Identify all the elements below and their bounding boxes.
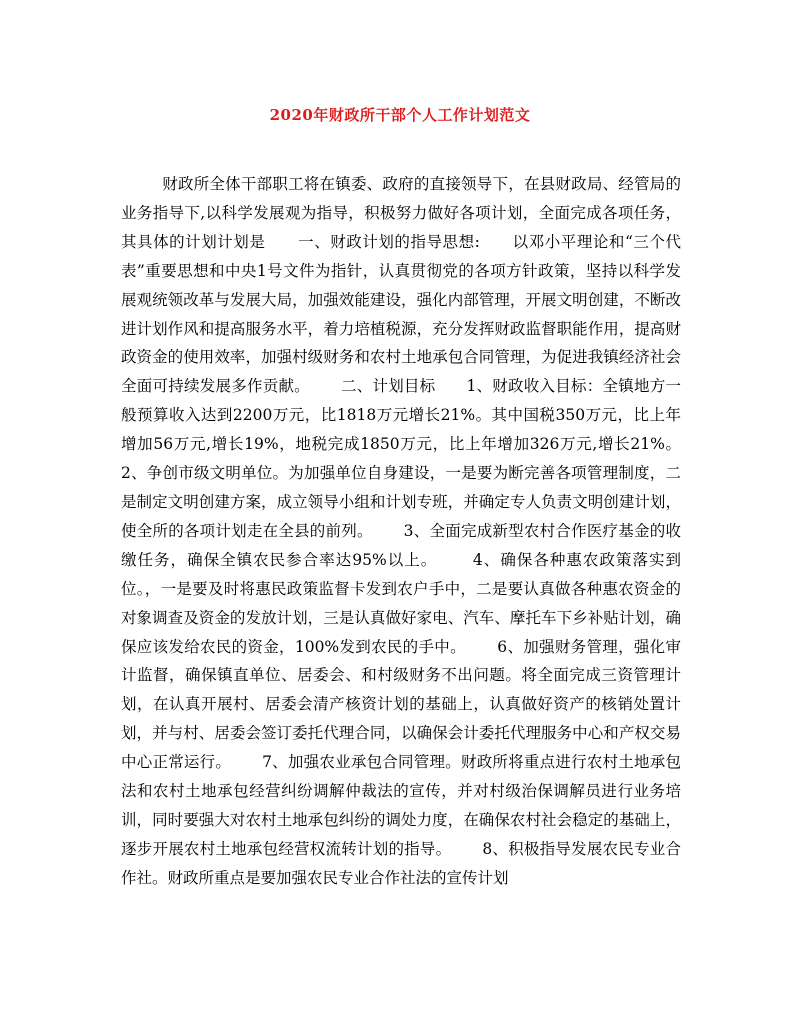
document-title: 2020年财政所干部个人工作计划范文: [269, 106, 531, 124]
document-body: 财政所全体干部职工将在镇委、政府的直接领导下，在县财政局、经管局的业务指导下,以科学发展观为指导，积极努力做好各项计划，全面完成各项任务，其具体的计划计划是 一、财政计划的指导思想: 以邓小平理论和“三个代表”重要思想和中央1号文件为指针，认真贯彻党的各项方针政策，坚持以科学发展观统领改革与发展大局，加强效能建设，强化内部管理，开展文明创建，不断改进计划作风和提高服务水平，着力培植税源，充分发挥财政监督职能作用，提高财政资金的使用效率，加强村级财务和农村土地承包合同管理，为促进我镇经济社会全面可持续发展多作贡献。 二、计划目标 1、财政收入目标：全镇地方一般预算收入达到2200万元，比1818万元增长21%。其中国税350万元，比上年增加56万元,增长19%，地税完成1850万元，比上年增加326万元,增长21%。 2、争创市级文明单位。为加强单位自身建设，一是要为断完善各项管理制度，二是制定文明创建方案，成立领导小组和计划专班，并确定专人负责文明创建计划，使全所的各项计划走在全县的前列。 3、全面完成新型农村合作医疗基金的收缴任务，确保全镇农民参合率达95%以上。 4、确保各种惠农政策落实到位。，一是要及时将惠民政策监督卡发到农户手中，二是要认真做各种惠农资金的对象调查及资金的发放计划，三是认真做好家电、汽车、摩托车下乡补贴计划，确保应该发给农民的资金，100%发到农民的手中。 6、加强财务管理，强化审计监督，确保镇直单位、居委会、和村级财务不出问题。将全面完成三资管理计划，在认真开展村、居委会清产核资计划的基础上，认真做好资产的核销处置计划，并与村、居委会签订委托代理合同，以确保会计委托代理服务中心和产权交易中心正常运行。 7、加强农业承包合同管理。财政所将重点进行农村土地承包法和农村土地承包经营纠纷调解仲裁法的宣传，并对村级治保调解员进行业务培训，同时要强大对农村土地承包纠纷的调处力度，在确保农村社会稳定的基础上，逐步开展农村土地承包经营权流转计划的指导。 8、积极指导发展农民专业合作社。财政所重点是要加强农民专业合作社法的宣传计划: [121, 175, 711, 887]
